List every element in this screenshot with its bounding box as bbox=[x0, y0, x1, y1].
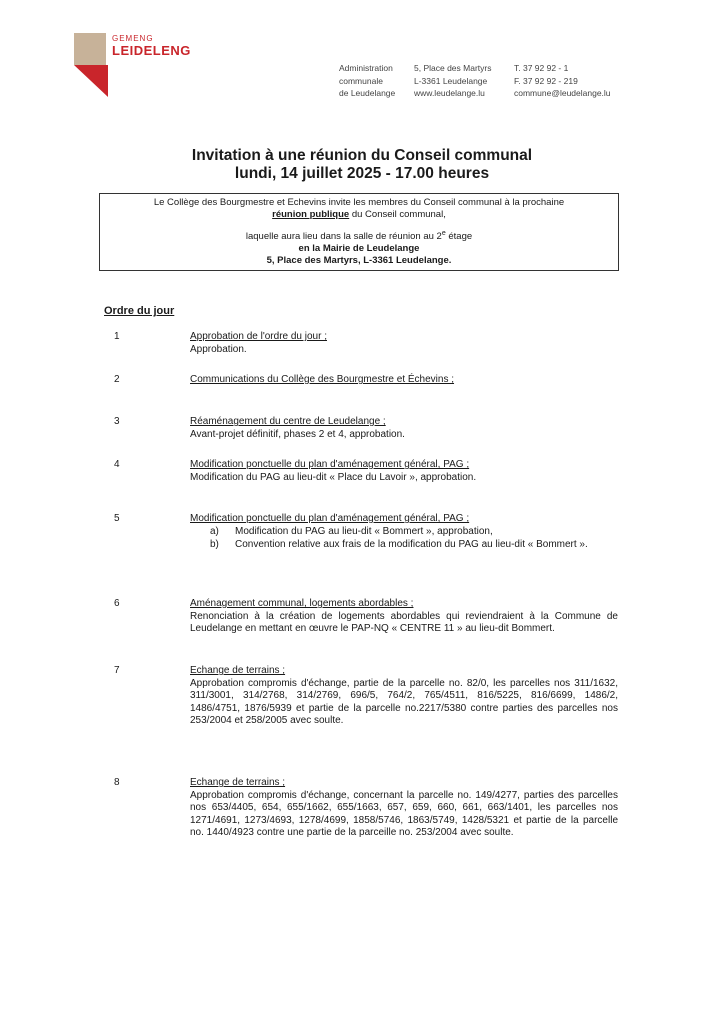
header-fax: F. 37 92 92 - 219 bbox=[514, 75, 578, 86]
sub-item-letter: b) bbox=[210, 538, 219, 550]
sub-item-text: Modification du PAG au lieu-dit « Bommert », approbation, bbox=[235, 526, 493, 537]
header-email-link[interactable]: commune@leudelange.lu bbox=[514, 88, 611, 98]
logo-mark bbox=[74, 33, 110, 97]
item-body: Approbation compromis d'échange, concernant la parcelle no. 149/4277, parties des parcelles nos 653/4405, 654, 655/1662, 655/1663, 657, 659, 660, 661, 663/1401, les parcelles nos 1271/4691, 1273/4693, 1278/4699, 1858/5746, 1863/5749, 1428/5321 et partie de la parcelle no. 1440/4923 contre une partie de la parceille no. 253/2004 avec soulte. bbox=[190, 789, 618, 838]
item-number: 2 bbox=[114, 374, 120, 385]
sub-item-letter: a) bbox=[210, 526, 219, 537]
item-body: Renonciation à la création de logements abordables qui reviendraient à la Commune de Leudelange en mettant en œuvre le PAP-NQ « CENTRE 11 » au lieu-dit Bommert. bbox=[190, 610, 618, 634]
item-number: 5 bbox=[114, 513, 120, 524]
title-line-1: Invitation à une réunion du Conseil communal bbox=[191, 147, 533, 164]
item-body: Modification du PAG au lieu-dit « Place du Lavoir », approbation. bbox=[190, 471, 477, 483]
document-title bbox=[0, 147, 724, 183]
item-heading: Communications du Collège des Bourgmestre et Échevins ; bbox=[190, 374, 455, 385]
invitation-box bbox=[99, 193, 619, 271]
item-heading: Echange de terrains ; bbox=[190, 777, 286, 788]
logo-name: LEIDELENG bbox=[112, 43, 191, 58]
invitation-line-2-rest: du Conseil communal, bbox=[349, 209, 446, 220]
item-number: 4 bbox=[114, 459, 120, 470]
item-body: Avant-projet définitif, phases 2 et 4, approbation. bbox=[190, 428, 405, 440]
item-heading: Modification ponctuelle du plan d'aménagement général, PAG ; bbox=[190, 513, 470, 524]
item-number: 1 bbox=[114, 331, 120, 342]
item-body: Approbation compromis d'échange, partie de la parcelle no. 82/0, les parcelles nos 311/1632, 311/3001, 314/2768, 314/2769, 696/5, 764/2, 765/4511, 816/5225, 816/6699, 1486/2, 1486/4751, 1876/5939 et partie de la parcelle no.2217/5380 contre parties des parcelles nos 253/2004 et 258/2005 avec soulte. bbox=[190, 677, 618, 726]
agenda-heading: Ordre du jour bbox=[104, 305, 175, 317]
item-heading: Réaménagement du centre de Leudelange ; bbox=[190, 416, 386, 427]
item-number: 3 bbox=[114, 416, 120, 427]
item-number: 6 bbox=[114, 598, 120, 609]
invitation-line-1: Le Collège des Bourgmestre et Echevins invite les membres du Conseil communal à la prochaine bbox=[153, 197, 565, 208]
sub-item bbox=[210, 526, 618, 539]
invitation-line-3 bbox=[100, 228, 618, 243]
title-line-2: lundi, 14 juillet 2025 - 17.00 heures bbox=[234, 165, 490, 182]
header-admin-column bbox=[339, 62, 395, 100]
invitation-address: 5, Place des Martyrs, L-3361 Leudelange. bbox=[266, 255, 452, 267]
header-admin-line: Administration bbox=[339, 63, 393, 73]
sub-item-text: Convention relative aux frais de la modification du PAG au lieu-dit « Bommert ». bbox=[235, 538, 588, 550]
header-website-link[interactable]: www.leudelange.lu bbox=[414, 88, 485, 98]
logo-small-text: GEMENG bbox=[112, 34, 154, 43]
invitation-venue: en la Mairie de Leudelange bbox=[298, 243, 420, 255]
item-heading: Echange de terrains ; bbox=[190, 665, 286, 676]
header-address-column bbox=[414, 62, 491, 100]
header-address-line: L-3361 Leudelange bbox=[414, 75, 488, 86]
invitation-line-3-post: étage bbox=[445, 231, 473, 243]
sub-item bbox=[210, 539, 618, 552]
ordinal-suffix: e bbox=[441, 230, 446, 237]
commune-logo bbox=[74, 33, 194, 97]
header-address-line: 5, Place des Martyrs bbox=[414, 63, 492, 73]
header-admin-line: de Leudelange bbox=[339, 88, 396, 98]
item-heading: Approbation de l'ordre du jour ; bbox=[190, 331, 327, 342]
header-admin-line: communale bbox=[339, 75, 383, 86]
header-contact-column bbox=[514, 62, 611, 100]
item-number: 8 bbox=[114, 777, 120, 788]
item-heading: Aménagement communal, logements abordables ; bbox=[190, 598, 414, 609]
header-phone: T. 37 92 92 - 1 bbox=[514, 63, 569, 73]
invitation-line-2 bbox=[100, 209, 618, 221]
item-number: 7 bbox=[114, 665, 120, 676]
item-heading: Modification ponctuelle du plan d'aménagement général, PAG ; bbox=[190, 459, 470, 470]
item-body: Approbation. bbox=[190, 343, 247, 355]
public-meeting-label: réunion publique bbox=[272, 209, 350, 220]
invitation-line-3-pre: laquelle aura lieu dans la salle de réunion au 2 bbox=[245, 231, 442, 243]
